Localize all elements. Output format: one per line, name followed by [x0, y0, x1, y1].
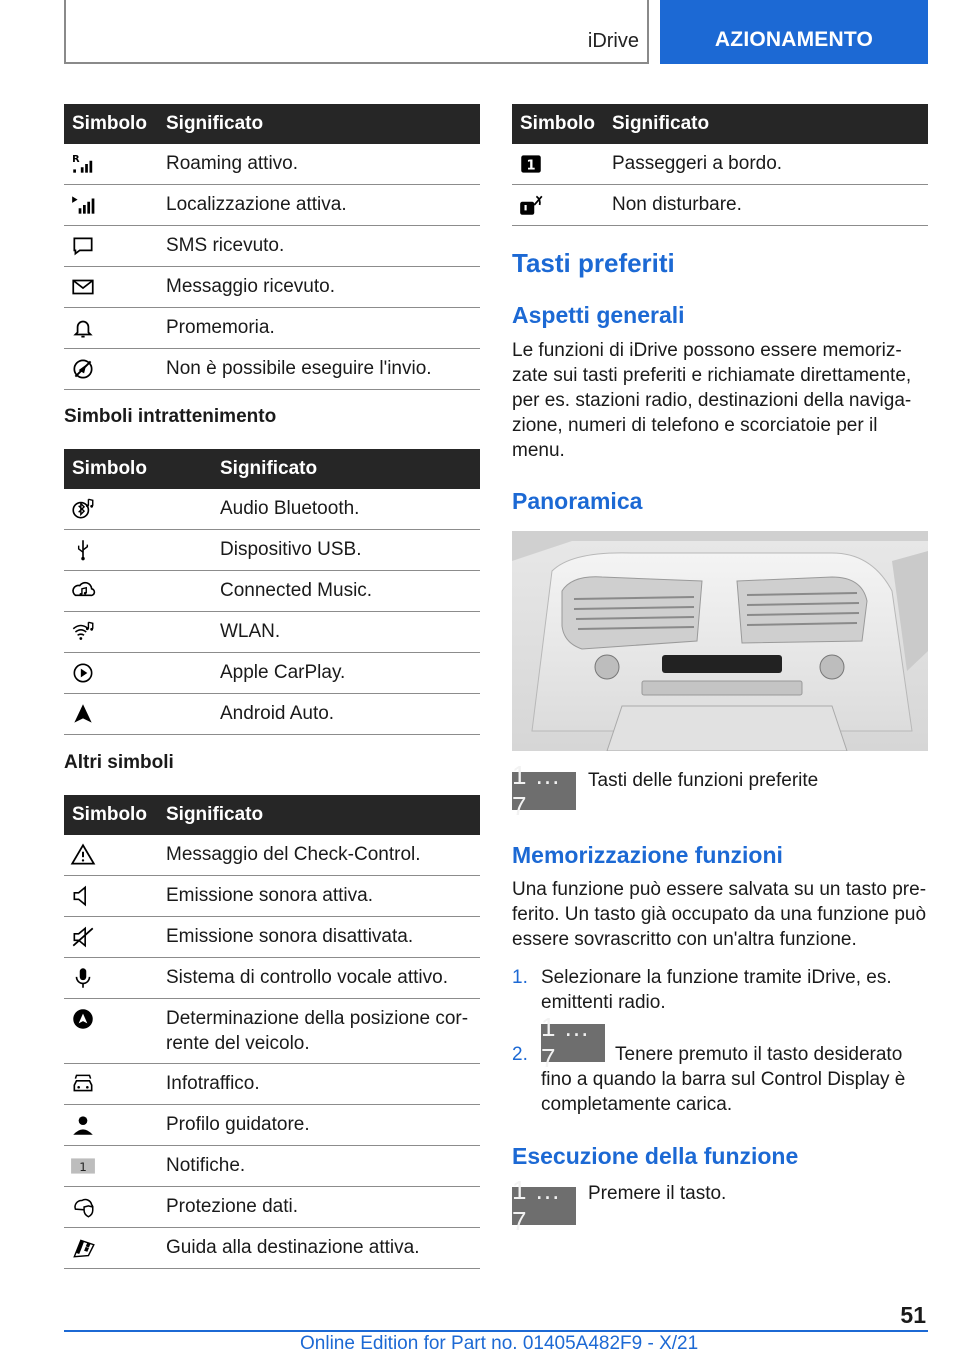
- favorite-keys-photo: [512, 531, 928, 751]
- meaning-cell: Promemoria.: [166, 317, 275, 338]
- table-row: [64, 876, 480, 917]
- sms-bubble-icon: [70, 233, 96, 259]
- table-row: [64, 1105, 480, 1146]
- symbol-cell: [512, 192, 612, 218]
- overview-heading: Aspetti generali: [512, 302, 685, 328]
- symbol-cell: [64, 151, 166, 177]
- meaning-cell: Protezione dati.: [166, 1196, 299, 1217]
- entertainment-heading: Simboli intrattenimento: [64, 406, 277, 427]
- table-row: [64, 308, 480, 349]
- table-row: [64, 612, 480, 653]
- bluetooth-audio-icon: [70, 496, 96, 522]
- table-row: [64, 958, 480, 999]
- svg-text:R: R: [72, 153, 80, 165]
- col-symbol-header: Simbolo: [72, 113, 147, 134]
- step-1-text: Selezionare la funzione tramite iDrive, es. emittenti radio.: [541, 967, 892, 1013]
- usb-icon: [70, 537, 96, 563]
- symbol-cell: [64, 1112, 166, 1138]
- meaning-cell: Messaggio del Check-Control.: [166, 844, 421, 865]
- header-frame: [64, 0, 649, 64]
- symbol-cell: [64, 356, 166, 382]
- send-blocked-icon: [70, 356, 96, 382]
- store-heading: Memorizzazione funzioni: [512, 842, 783, 868]
- meaning-cell: WLAN.: [220, 621, 281, 642]
- table-row: [64, 835, 480, 876]
- meaning-cell: Determinazione della posizione cor- rente del veicolo.: [166, 1008, 469, 1054]
- meaning-cell: Apple CarPlay.: [220, 662, 346, 683]
- execute-text: Premere il tasto.: [588, 1183, 727, 1204]
- meaning-cell: Localizzazione attiva.: [166, 194, 347, 215]
- meaning-cell: Connected Music.: [220, 580, 373, 601]
- symbol-cell: [64, 924, 166, 950]
- table-row: [64, 185, 480, 226]
- meaning-cell: Guida alla destinazione attiva.: [166, 1237, 420, 1258]
- meaning-cell: Emissione sonora disattivata.: [166, 926, 414, 947]
- roaming-signal-icon: [70, 151, 96, 177]
- footer-divider: [64, 1330, 928, 1332]
- col-symbol-header: Simbolo: [72, 804, 147, 825]
- meaning-cell: Audio Bluetooth.: [220, 498, 360, 519]
- notification-badge-icon: [70, 1153, 96, 1179]
- symbol-cell: [64, 192, 166, 218]
- col-meaning-header: Significato: [166, 113, 264, 134]
- favorite-keys-symbol: 1 ... 7: [512, 772, 576, 810]
- meaning-cell: Profilo guidatore.: [166, 1114, 310, 1135]
- symbol-cell: [64, 1235, 166, 1261]
- meaning-cell: Non disturbare.: [612, 194, 742, 215]
- driver-profile-icon: [70, 1112, 96, 1138]
- speaker-muted-icon: [70, 924, 96, 950]
- carplay-icon: [70, 660, 96, 686]
- table-row: [64, 489, 480, 530]
- favorites-title: Tasti preferiti: [512, 248, 675, 278]
- table-header: [64, 104, 480, 144]
- table-row: [64, 1228, 480, 1269]
- meaning-cell: Notifiche.: [166, 1155, 246, 1176]
- meaning-cell: Passeggeri a bordo.: [612, 153, 783, 174]
- symbol-cell: [64, 883, 166, 909]
- symbol-cell: [64, 1071, 166, 1097]
- bell-icon: [70, 315, 96, 341]
- symbol-cell: [64, 537, 220, 563]
- col-symbol-header: Simbolo: [520, 113, 595, 134]
- warning-triangle-icon: [70, 842, 96, 868]
- envelope-icon: [70, 274, 96, 300]
- do-not-disturb-icon: [518, 192, 544, 218]
- passenger-symbols-table: [512, 104, 928, 226]
- favorite-keys-symbol-inline: 1 ... 7: [541, 1024, 605, 1062]
- symbol-cell: [64, 660, 220, 686]
- col-symbol-header: Simbolo: [72, 458, 147, 479]
- table-row: [64, 530, 480, 571]
- other-symbols-table: [64, 795, 480, 1269]
- table-row: [64, 694, 480, 735]
- header-chapter-tab: AZIONAMENTO: [660, 0, 928, 64]
- status-symbols-table: [64, 104, 480, 390]
- microphone-icon: [70, 965, 96, 991]
- symbol-cell: [64, 496, 220, 522]
- android-auto-icon: [70, 701, 96, 727]
- data-protection-icon: [70, 1194, 96, 1220]
- meaning-cell: Dispositivo USB.: [220, 539, 362, 560]
- symbol-cell: [64, 842, 166, 868]
- symbol-cell: [64, 274, 166, 300]
- panorama-heading: Panoramica: [512, 488, 643, 514]
- page-header: [64, 0, 928, 64]
- meaning-cell: SMS ricevuto.: [166, 235, 285, 256]
- infotraffic-car-icon: [70, 1071, 96, 1097]
- table-row: [64, 267, 480, 308]
- table-row: [512, 185, 928, 226]
- page-number: 51: [900, 1302, 926, 1328]
- wlan-music-icon: [70, 619, 96, 645]
- symbol-cell: [64, 578, 220, 604]
- table-header: [64, 795, 480, 835]
- symbol-cell: [64, 315, 166, 341]
- table-row: [64, 1146, 480, 1187]
- symbol-cell: [64, 701, 220, 727]
- table-row: [64, 917, 480, 958]
- symbol-cell: [64, 965, 166, 991]
- table-row: [64, 226, 480, 267]
- store-text: Una funzione può essere salvata su un tasto pre- ferito. Un tasto già occupato da una funzione può essere sovrascritto con un'altra funzione.: [512, 879, 927, 950]
- meaning-cell: Messaggio ricevuto.: [166, 276, 335, 297]
- meaning-cell: Sistema di controllo vocale attivo.: [166, 967, 448, 988]
- symbol-cell: [64, 619, 220, 645]
- step-2-text: Tenere premuto il tasto desiderato fino a quando la barra sul Control Display è completamente carica.: [541, 1044, 906, 1115]
- table-row: [64, 144, 480, 185]
- speaker-icon: [70, 883, 96, 909]
- symbol-cell: [64, 1153, 166, 1179]
- table-row: [64, 1064, 480, 1105]
- table-row: [64, 571, 480, 612]
- meaning-cell: Android Auto.: [220, 703, 335, 724]
- symbol-cell: [64, 1194, 166, 1220]
- symbol-cell: [64, 233, 166, 259]
- table-row: [64, 999, 480, 1064]
- overview-text: Le funzioni di iDrive possono essere memoriz- zate sui tasti preferiti e richiamate direttamente, per es. stazioni radio, destinazioni della naviga- zione, numeri di telefono e scorciatoie per il menu.: [512, 340, 912, 461]
- table-header: [512, 104, 928, 144]
- table-row: [64, 653, 480, 694]
- entertainment-symbols-table: [64, 449, 480, 735]
- step-2-number: 2.: [512, 1044, 528, 1065]
- table-row: [64, 1187, 480, 1228]
- favorite-keys-symbol-execute: 1 ... 7: [512, 1187, 576, 1225]
- location-signal-icon: [70, 192, 96, 218]
- meaning-cell: Infotraffico.: [166, 1073, 260, 1094]
- other-symbols-heading: Altri simboli: [64, 752, 174, 773]
- meaning-cell: Emissione sonora attiva.: [166, 885, 373, 906]
- table-header: [64, 449, 480, 489]
- meaning-cell: Roaming attivo.: [166, 153, 299, 174]
- position-arrow-icon: [70, 1006, 96, 1032]
- passengers-icon: [518, 151, 544, 177]
- connected-music-icon: [70, 578, 96, 604]
- header-section-title: iDrive: [587, 30, 639, 52]
- col-meaning-header: Significato: [612, 113, 710, 134]
- svg-text:1: 1: [526, 158, 536, 174]
- step-1-number: 1.: [512, 967, 528, 988]
- checkered-flag-icon: [70, 1235, 96, 1261]
- symbol-cell: [64, 1006, 166, 1032]
- footer-edition: Online Edition for Part no. 01405A482F9 - X/21: [300, 1333, 699, 1354]
- execute-heading: Esecuzione della funzione: [512, 1143, 799, 1169]
- col-meaning-header: Significato: [166, 804, 264, 825]
- table-row: [64, 349, 480, 390]
- symbol-cell: [512, 151, 612, 177]
- table-row: [512, 144, 928, 185]
- meaning-cell: Non è possibile eseguire l'invio.: [166, 358, 432, 379]
- photo-caption: Tasti delle funzioni preferite: [588, 770, 819, 791]
- col-meaning-header: Significato: [220, 458, 318, 479]
- svg-text:1: 1: [79, 1159, 87, 1174]
